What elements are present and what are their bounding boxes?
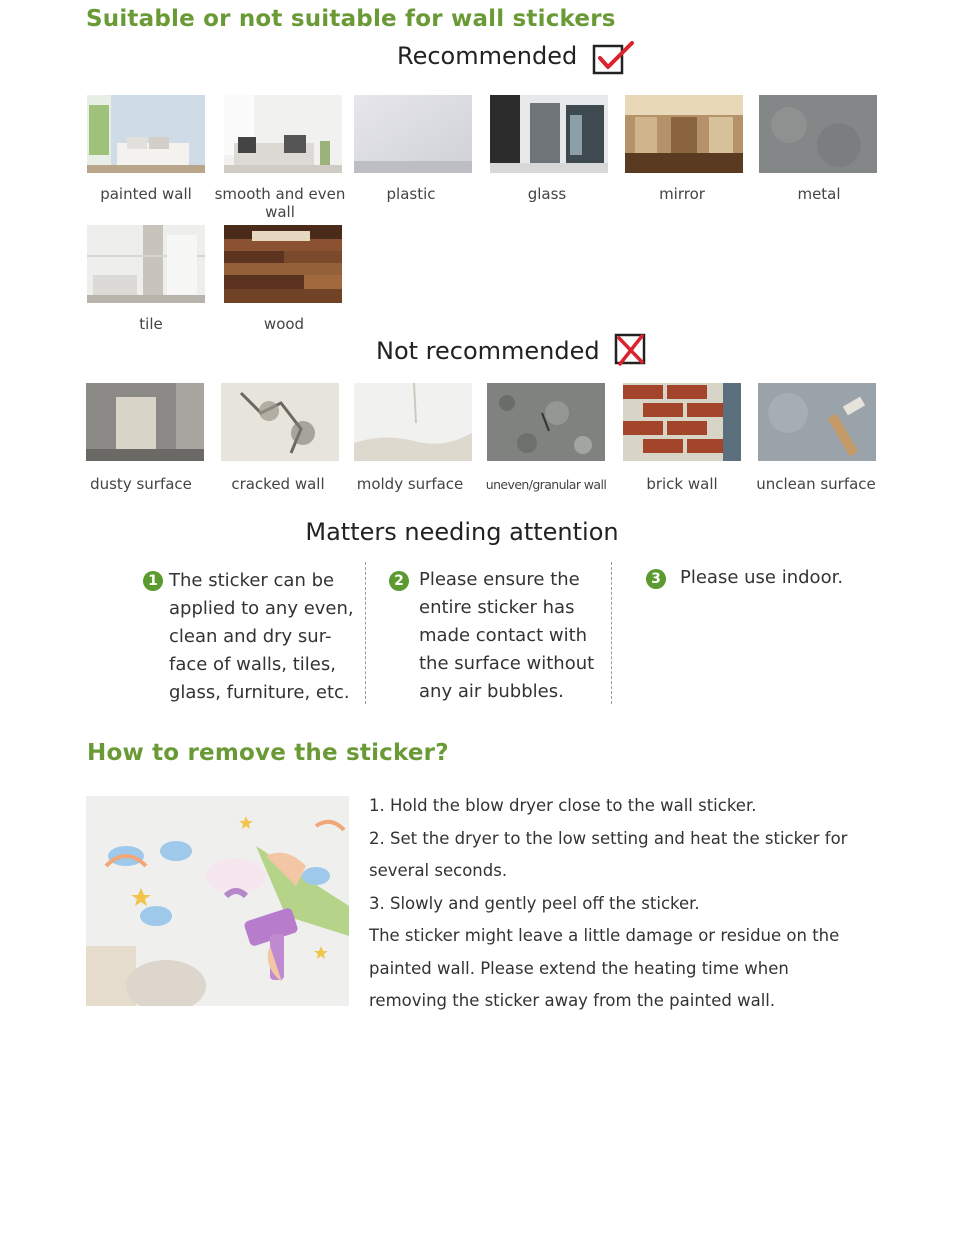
checkbox-check-icon bbox=[592, 40, 636, 76]
caption-metal: metal bbox=[797, 185, 841, 203]
metal-image bbox=[759, 95, 877, 173]
checkbox-cross-icon bbox=[612, 332, 650, 368]
not-recommended-heading bbox=[376, 337, 600, 365]
unclean-surface-image bbox=[758, 383, 876, 461]
removal-title: How to remove the sticker? bbox=[87, 740, 449, 766]
removal-steps bbox=[369, 790, 869, 1018]
cracked-wall-image bbox=[221, 383, 339, 461]
tip-number-2: 2 bbox=[389, 571, 409, 591]
smooth-wall-image bbox=[224, 95, 342, 173]
caption-uneven-wall: uneven/granular wall bbox=[485, 477, 607, 492]
removal-illustration bbox=[86, 796, 349, 1006]
page-title: Suitable or not suitable for wall stickers bbox=[86, 6, 616, 32]
caption-dusty-surface: dusty surface bbox=[90, 475, 192, 493]
caption-smooth-wall: smooth and even wall bbox=[214, 185, 346, 221]
tip-divider-1 bbox=[365, 562, 366, 704]
tip-2: Please ensure the entire sticker has made contact with the surface without any air bubbles. bbox=[419, 569, 595, 702]
tip-1: The sticker can be applied to any even, clean and dry sur- face of walls, tiles, glass, furniture, etc. bbox=[169, 570, 354, 703]
uneven-wall-image bbox=[487, 383, 605, 461]
removal-step-2: 2. Set the dryer to the low setting and heat the sticker for several seconds. bbox=[369, 828, 848, 880]
painted-wall-image bbox=[87, 95, 205, 173]
moldy-surface-image bbox=[354, 383, 472, 461]
caption-cracked-wall: cracked wall bbox=[231, 475, 325, 493]
caption-moldy-surface: moldy surface bbox=[356, 475, 464, 493]
removal-step-1: 1. Hold the blow dryer close to the wall sticker. bbox=[369, 796, 757, 815]
glass-image bbox=[490, 95, 608, 173]
removal-note: The sticker might leave a little damage or residue on the painted wall. Please extend the heating time when removing the sticker away from the painted wall. bbox=[369, 926, 840, 1010]
caption-unclean-surface: unclean surface bbox=[756, 475, 876, 493]
caption-wood: wood bbox=[263, 315, 305, 333]
not-recommended-label: Not recommended bbox=[376, 337, 600, 365]
attention-heading: Matters needing attention bbox=[305, 518, 619, 546]
tip-divider-2 bbox=[611, 562, 612, 704]
caption-mirror: mirror bbox=[659, 185, 705, 203]
removal-step-3: 3. Slowly and gently peel off the sticker. bbox=[369, 893, 700, 913]
dusty-surface-image bbox=[86, 383, 204, 461]
caption-painted-wall: painted wall bbox=[100, 185, 192, 203]
tile-image bbox=[87, 225, 205, 303]
recommended-label: Recommended bbox=[397, 42, 578, 70]
brick-wall-image bbox=[623, 383, 741, 461]
caption-glass: glass bbox=[527, 185, 567, 203]
tip-number-1: 1 bbox=[143, 571, 163, 591]
caption-tile: tile bbox=[139, 315, 163, 333]
tip-3: Please use indoor. bbox=[680, 567, 844, 588]
mirror-image bbox=[625, 95, 743, 173]
plastic-image bbox=[354, 95, 472, 173]
caption-brick-wall: brick wall bbox=[646, 475, 718, 493]
tip-number-3: 3 bbox=[646, 569, 666, 589]
wood-image bbox=[224, 225, 342, 303]
caption-plastic: plastic bbox=[386, 185, 436, 203]
